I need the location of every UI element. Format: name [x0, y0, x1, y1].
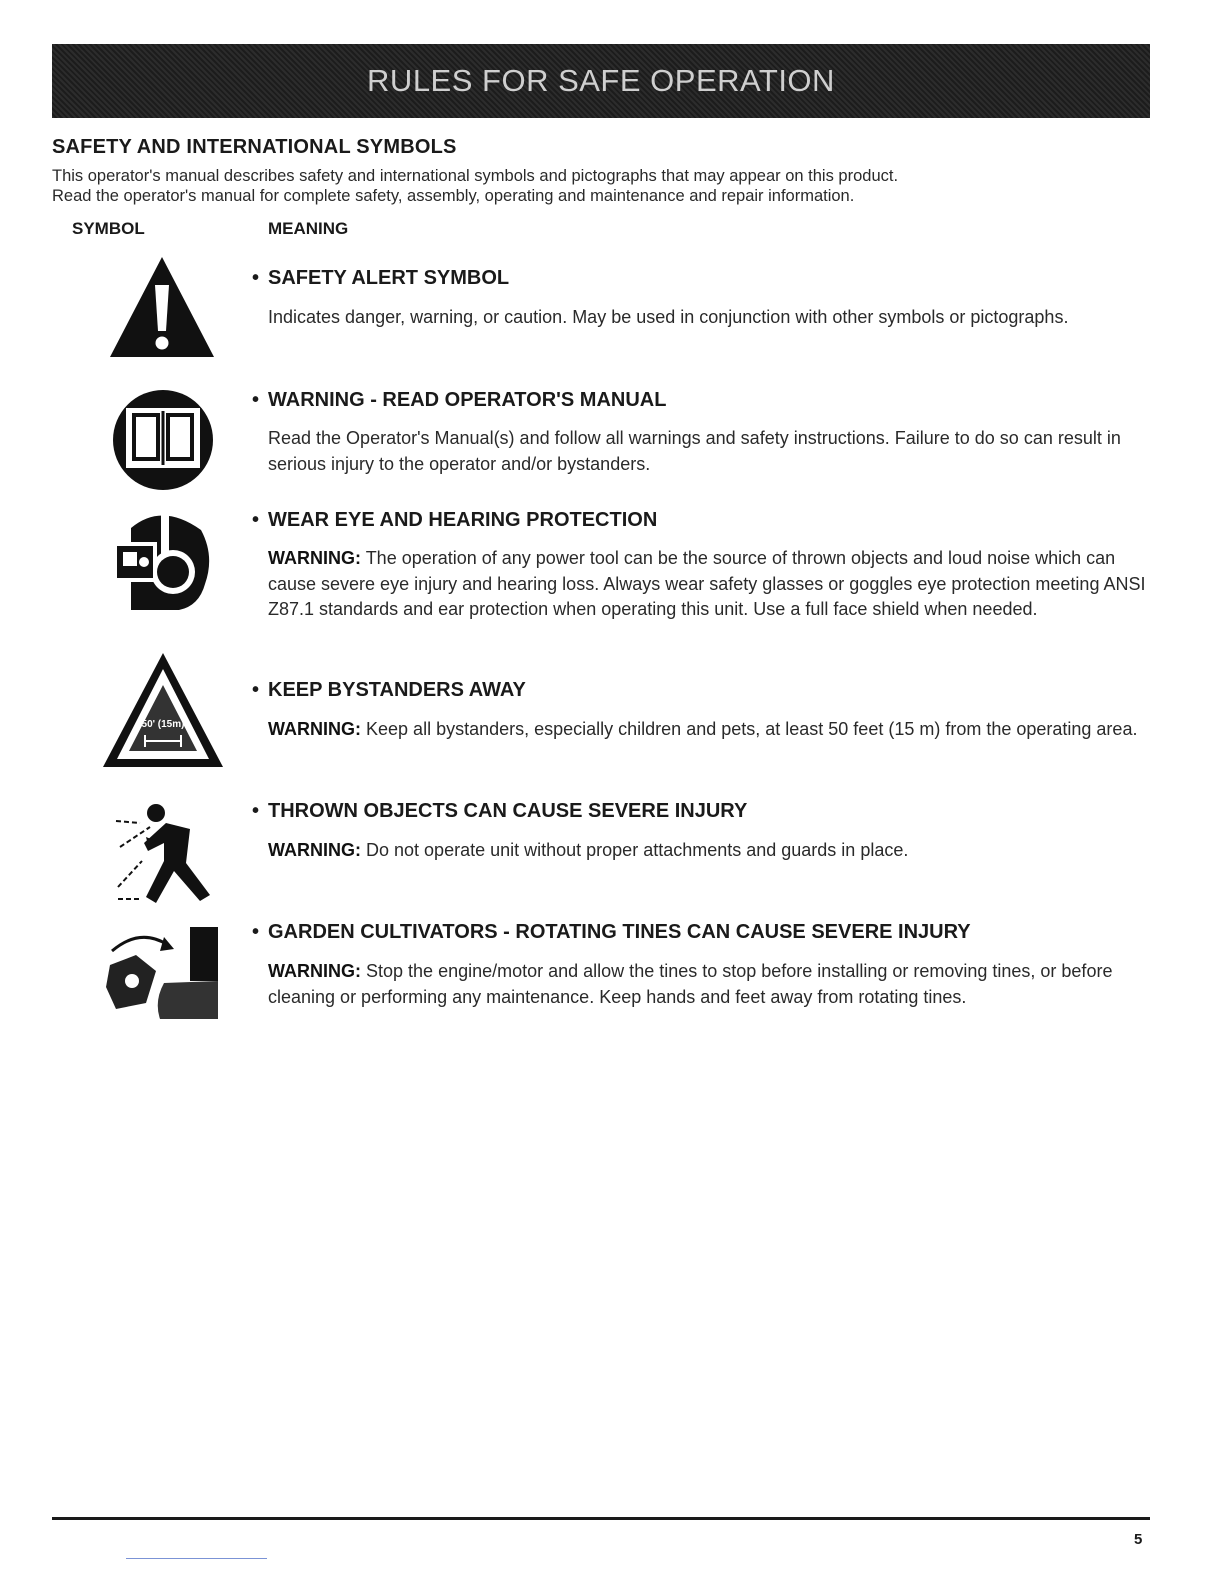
entry-text: Indicates danger, warning, or caution. May be used in conjunction with other symbols or pictographs.: [268, 307, 1069, 327]
entry-description: [268, 305, 1158, 331]
entry-title: • KEEP BYSTANDERS AWAY: [252, 679, 526, 701]
entry-title: • GARDEN CULTIVATORS - ROTATING TINES CAN CAUSE SEVERE INJURY: [252, 921, 971, 943]
warning-label: WARNING:: [268, 961, 361, 981]
entry-title-text: WARNING - READ OPERATOR'S MANUAL: [268, 389, 667, 411]
warning-label: WARNING:: [268, 548, 361, 568]
entry-title-text: SAFETY ALERT SYMBOL: [268, 267, 510, 289]
entry-title: • WEAR EYE AND HEARING PROTECTION: [252, 509, 658, 531]
intro-paragraph: [52, 166, 1162, 206]
entry-text: Stop the engine/motor and allow the tines to stop before installing or removing tines, or before cleaning or performing any maintenance. Keep hands and feet away from rotating tines.: [268, 961, 1113, 1007]
link-underline: [126, 1558, 267, 1559]
entry-description: [268, 959, 1158, 1010]
section-heading: SAFETY AND INTERNATIONAL SYMBOLS: [52, 136, 457, 158]
entry-text: Do not operate unit without proper attachments and guards in place.: [366, 840, 909, 860]
footer-divider: [52, 1517, 1150, 1520]
safety-alert-icon: [108, 255, 216, 359]
entry-title-text: KEEP BYSTANDERS AWAY: [268, 679, 526, 701]
page-number: 5: [1134, 1531, 1143, 1548]
header-banner: [52, 44, 1150, 118]
symbol-column-header: SYMBOL: [72, 219, 145, 238]
intro-line: This operator's manual describes safety and international symbols and pictographs that may appear on this product.: [52, 167, 899, 185]
thrown-objects-icon: [112, 799, 222, 907]
intro-line: Read the operator's manual for complete safety, assembly, operating and maintenance and repair information.: [52, 187, 855, 205]
entry-description: [268, 426, 1158, 477]
entry-title-text: WEAR EYE AND HEARING PROTECTION: [268, 509, 658, 531]
rotating-tines-icon: [102, 925, 222, 1021]
page-title: RULES FOR SAFE OPERATION: [367, 63, 835, 98]
warning-label: WARNING:: [268, 840, 361, 860]
icon-distance-label: 50' (15m): [141, 719, 185, 730]
entry-title: • THROWN OBJECTS CAN CAUSE SEVERE INJURY: [252, 800, 748, 822]
entry-title: • SAFETY ALERT SYMBOL: [252, 267, 510, 289]
keep-bystanders-away-icon: [101, 651, 225, 769]
entry-text: Read the Operator's Manual(s) and follow all warnings and safety instructions. Failure to do so can result in serious injury to the operator and/or bystanders.: [268, 428, 1121, 474]
meaning-column-header: MEANING: [268, 219, 349, 238]
eye-ear-protection-icon: [109, 508, 215, 614]
entry-description: [268, 717, 1158, 743]
entry-title-text: THROWN OBJECTS CAN CAUSE SEVERE INJURY: [268, 800, 748, 822]
entry-title-text: GARDEN CULTIVATORS - ROTATING TINES CAN CAUSE SEVERE INJURY: [268, 921, 971, 943]
entry-description: [268, 838, 1158, 864]
entry-title: • WARNING - READ OPERATOR'S MANUAL: [252, 389, 667, 411]
entry-description: [268, 546, 1158, 623]
entry-text: Keep all bystanders, especially children and pets, at least 50 feet (15 m) from the operating area.: [366, 719, 1138, 739]
entry-text: The operation of any power tool can be the source of thrown objects and loud noise which can cause severe eye injury and hearing loss. Always wear safety glasses or goggles eye protection meeting ANSI Z87.1 standards and ear protection when operating this unit. Use a full face shield when needed.: [268, 548, 1146, 619]
warning-label: WARNING:: [268, 719, 361, 739]
read-manual-icon: [112, 389, 214, 491]
